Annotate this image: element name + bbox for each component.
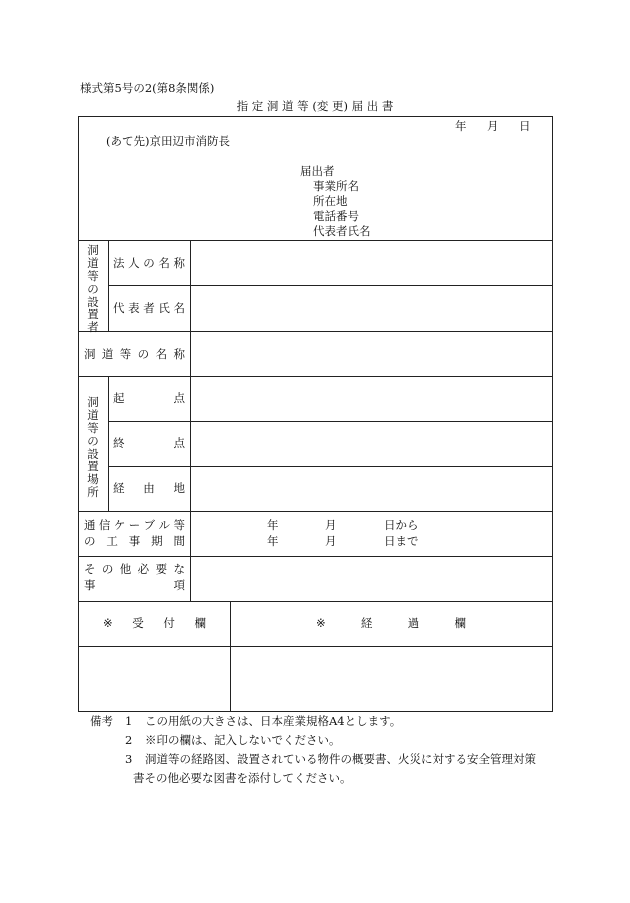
route-label: 経 由 地 (113, 481, 185, 495)
form-title: 指 定 洞 道 等 (変 更) 届 出 書 (236, 99, 394, 113)
phone-label: 電話番号 (313, 209, 359, 223)
notifier-label: 届出者 (300, 164, 335, 178)
form-number: 様式第5号の2(第8条関係) (80, 81, 215, 95)
end-point-label: 終 点 (113, 436, 185, 450)
period-from-year: 年 (267, 518, 279, 532)
notes-heading: 備考 (90, 714, 113, 728)
note-1-text: この用紙の大きさは、日本産業規格A4とします。 (145, 714, 402, 728)
period-to-year: 年 (267, 534, 279, 548)
progress-label: ※ 経 過 欄 (316, 616, 466, 630)
location-label: 所在地 (313, 194, 348, 208)
reception-label: ※ 受 付 欄 (103, 616, 206, 630)
installer-group-label: 洞 道 等 の 設 置 者 (87, 243, 99, 335)
corp-name-label: 法 人 の 名 称 (113, 256, 185, 270)
date-year: 年 (455, 119, 467, 133)
period-to-day: 日まで (384, 534, 419, 548)
other-label-line1: そ の 他 必 要 な (84, 562, 185, 576)
period-label-line1: 通 信 ケ ー ブ ル 等 (84, 518, 185, 532)
date-day: 日 (519, 119, 531, 133)
start-point-label: 起 点 (113, 391, 185, 405)
period-label-line2: の 工 事 期 間 (84, 534, 185, 548)
tunnel-name-label: 洞 道 等 の 名 称 (84, 347, 185, 361)
note-2-number: 2 (125, 733, 133, 747)
note-3-number: 3 (125, 752, 133, 766)
addressee: (あて先)京田辺市消防長 (106, 134, 230, 148)
installer-rep-name-label: 代 表 者 氏 名 (113, 301, 185, 315)
note-3-continuation: 書その他必要な図書を添付してください。 (133, 771, 352, 785)
other-label-line2: 事 項 (84, 578, 185, 592)
date-month: 月 (487, 119, 499, 133)
period-from-month: 月 (325, 518, 337, 532)
note-2-text: ※印の欄は、記入しないでください。 (145, 733, 341, 747)
period-from-day: 日から (384, 518, 419, 532)
representative-name-label: 代表者氏名 (313, 224, 371, 238)
note-1-number: 1 (125, 714, 133, 728)
note-3-text: 洞道等の経路図、設置されている物件の概要書、火災に対する安全管理対策 (145, 752, 536, 766)
period-to-month: 月 (325, 534, 337, 548)
place-group-label: 洞 道 等 の 設 置 場 所 (87, 395, 99, 500)
office-name-label: 事業所名 (313, 179, 359, 193)
